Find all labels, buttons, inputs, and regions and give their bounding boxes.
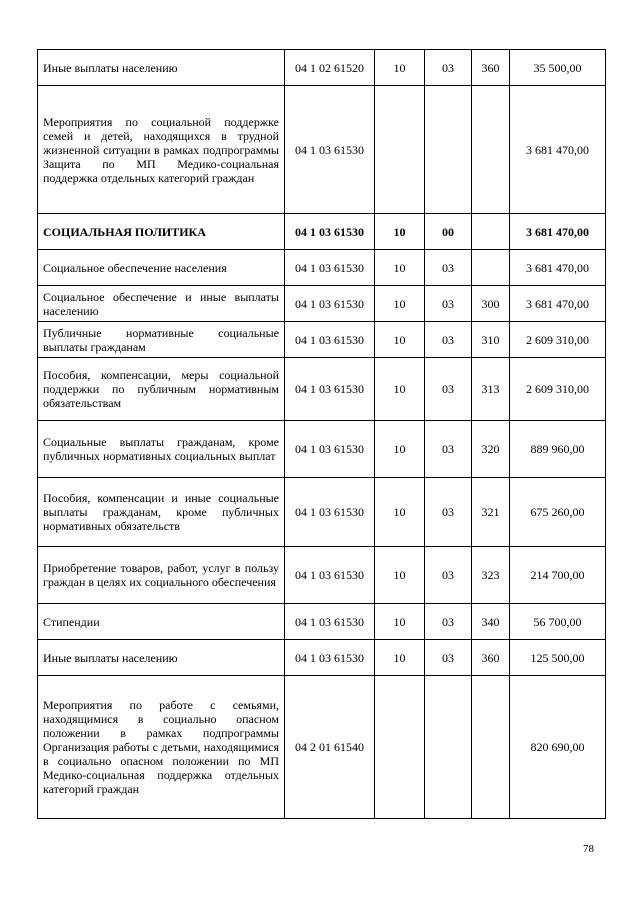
cell-section: 10: [375, 358, 425, 421]
cell-section: 10: [375, 421, 425, 478]
cell-type: 360: [472, 640, 510, 676]
cell-name: Социальные выплаты гражданам, кроме публичных нормативных социальных выплат: [38, 421, 285, 478]
cell-amount: 2 609 310,00: [510, 358, 606, 421]
cell-section: [375, 676, 425, 819]
cell-subsection: [425, 86, 472, 214]
cell-code: 04 1 03 61530: [285, 604, 375, 640]
table-row: [38, 322, 606, 358]
cell-section: 10: [375, 286, 425, 322]
cell-type: 340: [472, 604, 510, 640]
cell-name: Стипендии: [38, 604, 285, 640]
cell-code: 04 1 03 61530: [285, 478, 375, 547]
cell-name: Пособия, компенсации, меры социальной поддержки по публичным нормативным обязательствам: [38, 358, 285, 421]
table-row: [38, 604, 606, 640]
cell-code: 04 1 03 61530: [285, 421, 375, 478]
cell-name: Публичные нормативные социальные выплаты гражданам: [38, 322, 285, 358]
cell-name: Мероприятия по работе с семьями, находящимися в социально опасном положении в рамках подпрограммы Организация работы с детьми, находящимися в социально опасном положении по МП Медико-социальная поддержка отдельных категорий граждан: [38, 676, 285, 819]
cell-code: 04 1 03 61530: [285, 547, 375, 604]
cell-type: [472, 86, 510, 214]
cell-amount: 3 681 470,00: [510, 250, 606, 286]
cell-code: 04 1 03 61530: [285, 86, 375, 214]
cell-section: 10: [375, 547, 425, 604]
cell-code: 04 1 02 61520: [285, 50, 375, 86]
cell-code: 04 1 03 61530: [285, 286, 375, 322]
cell-name: Социальное обеспечение населения: [38, 250, 285, 286]
cell-code: 04 1 03 61530: [285, 214, 375, 250]
cell-subsection: 03: [425, 250, 472, 286]
cell-subsection: 03: [425, 421, 472, 478]
cell-subsection: 03: [425, 286, 472, 322]
cell-name: Иные выплаты населению: [38, 640, 285, 676]
cell-code: 04 2 01 61540: [285, 676, 375, 819]
cell-type: 321: [472, 478, 510, 547]
cell-section: 10: [375, 478, 425, 547]
cell-name: Иные выплаты населению: [38, 50, 285, 86]
cell-subsection: [425, 676, 472, 819]
cell-subsection: 03: [425, 358, 472, 421]
cell-type: 313: [472, 358, 510, 421]
cell-code: 04 1 03 61530: [285, 640, 375, 676]
cell-section: 10: [375, 604, 425, 640]
cell-type: [472, 250, 510, 286]
cell-amount: 2 609 310,00: [510, 322, 606, 358]
cell-type: 300: [472, 286, 510, 322]
cell-subsection: 03: [425, 640, 472, 676]
cell-type: 310: [472, 322, 510, 358]
cell-name: Мероприятия по социальной поддержке семей и детей, находящихся в трудной жизненной ситуации в рамках подпрограммы Защита по МП Медико-социальная поддержка отдельных категорий граждан: [38, 86, 285, 214]
budget-table: [37, 49, 606, 819]
cell-subsection: 03: [425, 604, 472, 640]
cell-amount: 125 500,00: [510, 640, 606, 676]
cell-code: 04 1 03 61530: [285, 250, 375, 286]
table-row: [38, 286, 606, 322]
cell-amount: 35 500,00: [510, 50, 606, 86]
cell-amount: 214 700,00: [510, 547, 606, 604]
cell-name: Социальное обеспечение и иные выплаты населению: [38, 286, 285, 322]
cell-type: [472, 676, 510, 819]
table-row: [38, 421, 606, 478]
cell-section: 10: [375, 322, 425, 358]
cell-subsection: 03: [425, 322, 472, 358]
table-row: [38, 676, 606, 819]
cell-section: [375, 86, 425, 214]
cell-type: 360: [472, 50, 510, 86]
table-row: [38, 86, 606, 214]
cell-section: 10: [375, 214, 425, 250]
cell-amount: 889 960,00: [510, 421, 606, 478]
table-row: [38, 250, 606, 286]
cell-amount: 56 700,00: [510, 604, 606, 640]
cell-section: 10: [375, 640, 425, 676]
cell-type: 323: [472, 547, 510, 604]
cell-amount: 3 681 470,00: [510, 214, 606, 250]
cell-name: Приобретение товаров, работ, услуг в пользу граждан в целях их социального обеспечения: [38, 547, 285, 604]
table-row: [38, 547, 606, 604]
table-row: [38, 358, 606, 421]
cell-code: 04 1 03 61530: [285, 322, 375, 358]
table-row: [38, 640, 606, 676]
cell-amount: 3 681 470,00: [510, 86, 606, 214]
cell-amount: 675 260,00: [510, 478, 606, 547]
cell-amount: 3 681 470,00: [510, 286, 606, 322]
cell-subsection: 03: [425, 547, 472, 604]
cell-type: 320: [472, 421, 510, 478]
cell-name: Пособия, компенсации и иные социальные выплаты гражданам, кроме публичных нормативных обязательств: [38, 478, 285, 547]
cell-code: 04 1 03 61530: [285, 358, 375, 421]
table-row: [38, 478, 606, 547]
cell-section: 10: [375, 250, 425, 286]
cell-subsection: 03: [425, 50, 472, 86]
cell-subsection: 00: [425, 214, 472, 250]
cell-subsection: 03: [425, 478, 472, 547]
cell-section: 10: [375, 50, 425, 86]
cell-amount: 820 690,00: [510, 676, 606, 819]
cell-name: СОЦИАЛЬНАЯ ПОЛИТИКА: [38, 214, 285, 250]
page-number: 78: [583, 843, 594, 855]
table-row: [38, 214, 606, 250]
table-row: [38, 50, 606, 86]
cell-type: [472, 214, 510, 250]
